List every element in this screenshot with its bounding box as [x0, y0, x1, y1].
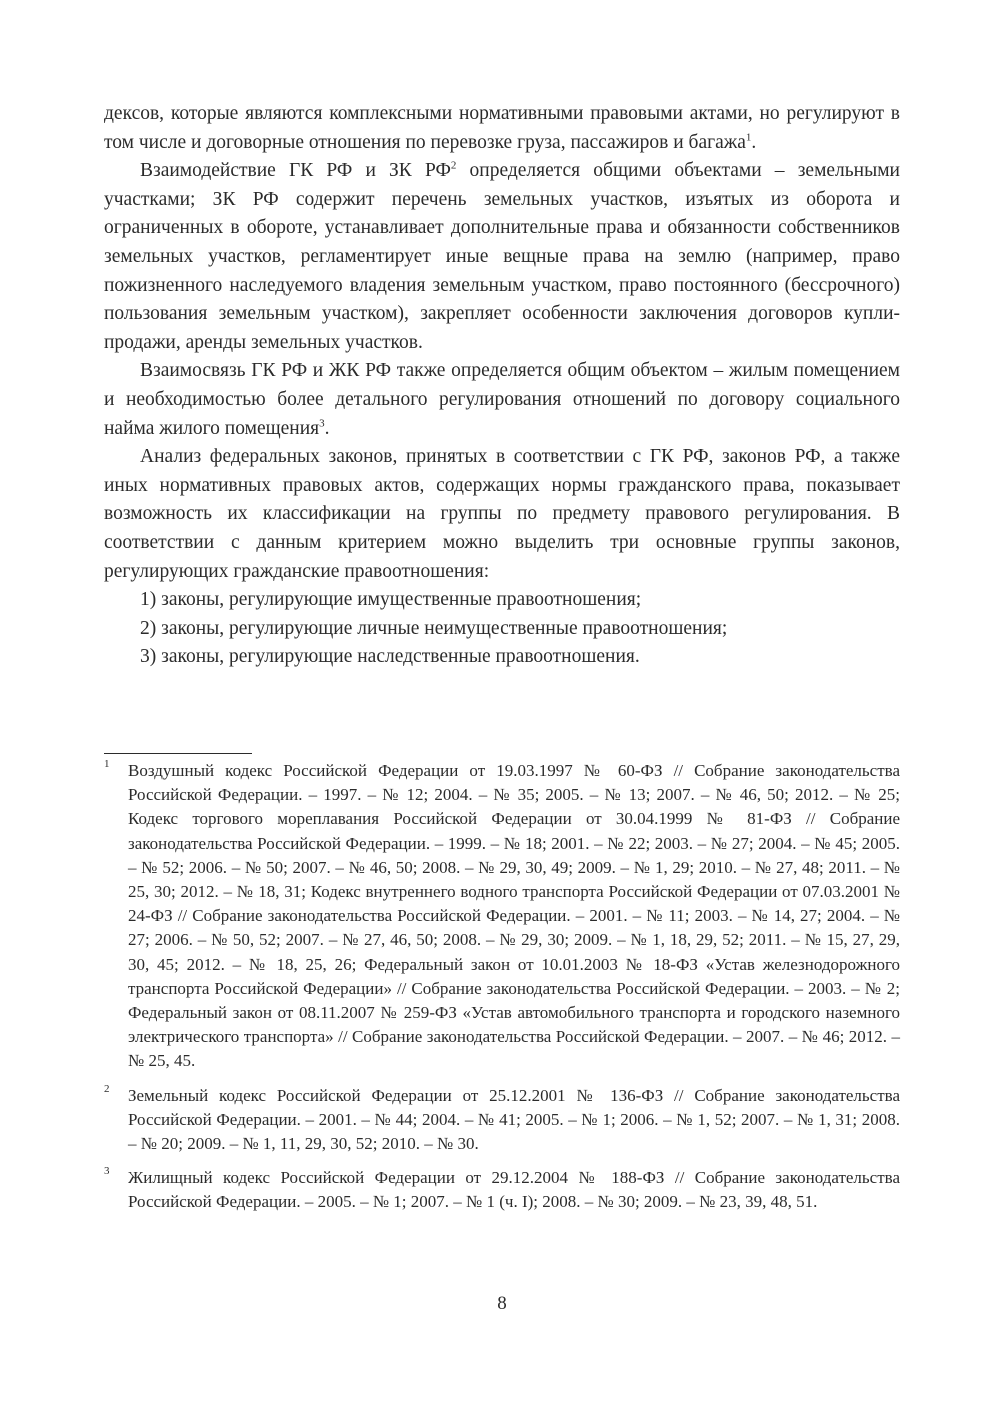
- footnote-2: [104, 1084, 900, 1157]
- footnote-number: 2: [104, 1082, 110, 1095]
- paragraph-1-text: дексов, которые являются комплексными нормативными правовыми актами, но регулируют в том числе и договорные отношения по перевозке груза, пассажиров и багажа: [104, 103, 900, 153]
- footnote-ref-3: 3: [319, 417, 325, 430]
- footnote-1: [104, 759, 900, 1074]
- paragraph-2: [104, 157, 900, 357]
- footnote-ref-2: 2: [450, 159, 457, 172]
- list-item: 1) законы, регулирующие имущественные правоотношения;: [140, 589, 642, 611]
- footnote-number: 1: [104, 758, 110, 770]
- footnote-text: Воздушный кодекс Российской Федерации от 19.03.1997 № 60-ФЗ // Собрание законодательства Российской Федерации. – 1997. – № 12; 2004. – № 35; 2005. – № 13; 2007. – № 46, 50; 2012. – № 25; Кодекс торгового мореплавания Российской Федерации от 30.04.1999 № 81-ФЗ // Собрание законодательства Российской Федерации. – 1999. – № 18; 2001. – № 22; 2003. – № 27; 2004. – № 45; 2005. – № 52; 2006. – № 50; 2007. – № 46, 50; 2008. – № 29, 30, 49; 2009. – № 1, 29; 2010. – № 27, 48; 2011. – № 25, 30; 2012. – № 18, 31; Кодекс внутреннего водного транспорта Российской Федерации от 07.03.2001 № 24-ФЗ // Собрание законодательства Российской Федерации. – 2001. – № 11; 2003. – № 14, 27; 2004. – № 27; 2006. – № 50, 52; 2007. – № 27, 46, 50; 2008. – № 29, 30; 2009. – № 1, 18, 29, 52; 2011. – № 15, 27, 29, 30, 45; 2012. – № 18, 25, 26; Федеральный закон от 10.01.2003 № 18-ФЗ «Устав железнодорожного транспорта Российской Федерации» // Собрание законодательства Российской Федерации. – 2003. – № 2; Федеральный закон от 08.11.2007 № 259-ФЗ «Устав автомобильного транспорта и городского наземного электрического транспорта» // Собрание законодательства Российской Федерации. – 2007. – № 46; 2012. – № 25, 45.: [128, 761, 900, 1071]
- paragraph-3-text: Взаимосвязь ГК РФ и ЖК РФ также определяется общим объектом – жилым помещением и необходимостью более детального регулирования отношений по договору социального найма жилого помещения: [104, 360, 900, 439]
- footnote-separator: [104, 753, 252, 754]
- paragraph-3: [104, 357, 900, 443]
- footnotes: [104, 759, 900, 1225]
- paragraph-2-start: Взаимодействие ГК РФ и ЗК РФ: [140, 160, 451, 182]
- paragraph-1: [104, 100, 900, 157]
- paragraph-2-rest: определяется общими объектами – земельными участками; ЗК РФ содержит перечень земельных участков, изъятых из оборота и ограниченных в обороте, устанавливает дополнительные права и обязанности собственников земельных участков, регламентирует иные вещные права на землю (например, право пожизненного наследуемого владения земельным участком, право постоянного (бессрочного) пользования земельным участком), закрепляет особенности заключения договоров купли-продажи, аренды земельных участков.: [104, 160, 900, 353]
- list-item: 3) законы, регулирующие наследственные правоотношения.: [140, 646, 640, 668]
- footnote-ref-1: 1: [745, 131, 752, 144]
- paragraph-3-end: .: [324, 417, 330, 439]
- list-item: 2) законы, регулирующие личные неимущественные правоотношения;: [140, 617, 728, 639]
- paragraph-1-end: .: [751, 131, 757, 153]
- footnote-text: Жилищный кодекс Российской Федерации от 29.12.2004 № 188-ФЗ // Собрание законодательства Российской Федерации. – 2005. – № 1; 2007. – № 1 (ч. I); 2008. – № 30; 2009. – № 23, 39, 48, 51.: [128, 1168, 900, 1212]
- main-text: [104, 100, 900, 672]
- footnote-number: 3: [104, 1165, 110, 1178]
- footnote-text: Земельный кодекс Российской Федерации от 25.12.2001 № 136-ФЗ // Собрание законодательства Российской Федерации. – 2001. – № 44; 2004. – № 41; 2005. – № 1; 2006. – № 1, 52; 2007. – № 1, 31; 2008. – № 20; 2009. – № 1, 11, 29, 30, 52; 2010. – № 30.: [128, 1085, 900, 1154]
- page-number: 8: [497, 1293, 507, 1314]
- paragraph-4: Анализ федеральных законов, принятых в соответствии с ГК РФ, законов РФ, а также иных нормативных правовых актов, содержащих нормы гражданского права, показывает возможность их классификации на группы по предмету правового регулирования. В соответствии с данным критерием можно выделить три основные группы законов, регулирующих гражданские правоотношения:: [104, 446, 900, 582]
- footnote-3: [104, 1166, 900, 1214]
